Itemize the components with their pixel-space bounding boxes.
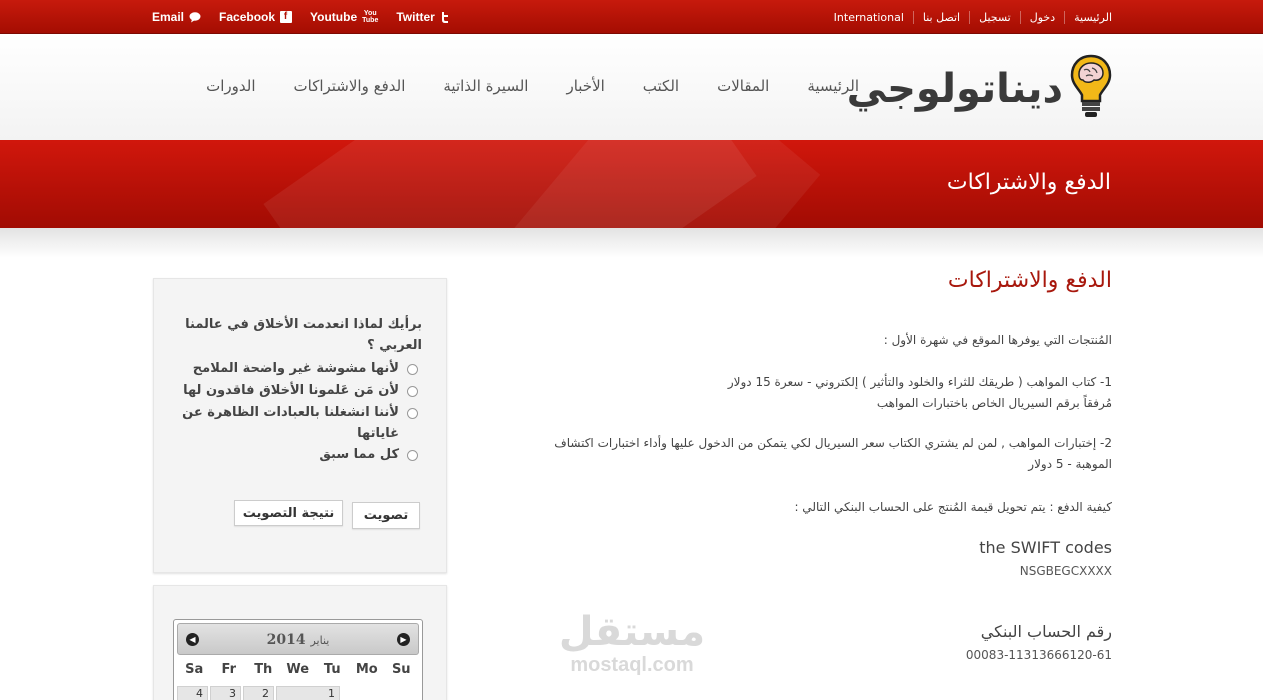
radio-button[interactable] — [407, 386, 418, 397]
calendar-date-cell[interactable]: 4 — [177, 686, 208, 700]
product-1-line-2: مُرفقاً برقم السيريال الخاص باختبارات المواهب — [876, 396, 1112, 410]
email-label: Email — [152, 10, 185, 24]
nav-item-news[interactable]: الأخبار — [566, 77, 605, 95]
next-month-icon[interactable]: ▶ — [397, 633, 410, 646]
nav-item-books[interactable]: الكتب — [642, 77, 680, 95]
top-link-login[interactable]: دخول — [1020, 11, 1064, 24]
calendar-date-cell[interactable]: 1 — [276, 686, 340, 700]
calendar — [173, 619, 423, 700]
calendar-weekdays — [177, 662, 419, 677]
weekday-label: Mo — [355, 662, 378, 677]
poll-options — [178, 358, 418, 466]
logo-text: ديناتولوجي — [846, 66, 1063, 112]
swift-label: the SWIFT codes — [979, 538, 1112, 557]
weekday-label: We — [286, 662, 310, 677]
calendar-year: 2014 — [266, 632, 306, 648]
weekday-label: Sa — [185, 662, 204, 677]
payment-method-text: كيفية الدفع : يتم تحويل قيمة المُنتج على الحساب البنكي التالي : — [794, 500, 1112, 514]
vote-button[interactable]: تصويت — [352, 502, 420, 529]
brain-bulb-icon — [1069, 54, 1113, 124]
site-header — [0, 34, 1263, 140]
youtube-link[interactable] — [310, 10, 378, 24]
watermark — [552, 609, 712, 677]
top-bar — [0, 0, 1263, 34]
poll-option-label: لأننا انشغلنا بالعبادات الظاهرة عن غاياتها — [182, 405, 399, 441]
nav-item-articles[interactable]: المقالات — [717, 77, 770, 95]
youtube-label: Youtube — [310, 10, 358, 24]
poll-option[interactable] — [178, 380, 418, 402]
top-links — [825, 0, 1112, 34]
twitter-label: Twitter — [396, 10, 435, 24]
poll-question: برأيك لماذا انعدمت الأخلاق في عالمنا العربي ؟ — [185, 317, 422, 353]
nav-item-payments[interactable]: الدفع والاشتراكات — [293, 77, 406, 95]
radio-button[interactable] — [407, 408, 418, 419]
radio-button[interactable] — [407, 364, 418, 375]
product-item-1 — [482, 372, 1112, 414]
watermark-arabic: مستقل — [558, 609, 706, 655]
twitter-icon — [440, 12, 449, 23]
poll-widget — [153, 278, 447, 573]
calendar-widget — [153, 585, 447, 700]
site-logo[interactable] — [847, 54, 1113, 124]
account-label: رقم الحساب البنكي — [980, 622, 1112, 641]
product-item-2 — [482, 433, 1112, 475]
banner-shadow — [0, 228, 1263, 258]
poll-option[interactable] — [178, 402, 418, 444]
facebook-icon: f — [280, 11, 292, 23]
calendar-header — [177, 623, 419, 655]
weekday-label: Su — [391, 662, 411, 677]
email-link[interactable] — [152, 10, 201, 24]
page-banner — [0, 140, 1263, 228]
social-links — [152, 0, 467, 34]
product-2-line-1: 2- إختبارات المواهب , لمن لم يشتري الكتاب سعر السيريال لكي يتمكن من الدخول عليها وأداء اختبارات اكتشاف — [554, 436, 1112, 450]
intro-text: المُنتجات التي يوفرها الموقع في شهرة الأول : — [883, 333, 1112, 347]
product-1-line-1: 1- كتاب المواهب ( طريقك للثراء والخلود والتأثير ) إلكتروني - سعرة 15 دولار — [727, 375, 1112, 389]
watermark-english: mostaql.com — [570, 654, 694, 676]
radio-button[interactable] — [407, 450, 418, 461]
facebook-link[interactable] — [219, 10, 292, 24]
swift-value: NSGBEGCXXXX — [1019, 564, 1112, 578]
poll-option-label: كل مما سبق — [319, 447, 399, 462]
poll-option-label: لأنها مشوشة غير واضحة الملامح — [192, 361, 399, 376]
poll-option-label: لأن مَن عَلمونا الأخلاق فاقدون لها — [183, 383, 399, 398]
top-link-register[interactable]: تسجيل — [969, 11, 1020, 24]
poll-results-button[interactable]: نتيجة التصويت — [234, 500, 343, 526]
calendar-first-row — [177, 686, 419, 700]
weekday-label: Fr — [221, 662, 236, 677]
facebook-label: Facebook — [219, 10, 276, 24]
calendar-date-cell[interactable]: 3 — [210, 686, 241, 700]
weekday-label: Tu — [323, 662, 341, 677]
calendar-date-cell[interactable]: 2 — [243, 686, 274, 700]
weekday-label: Th — [254, 662, 273, 677]
prev-month-icon[interactable]: ◀ — [186, 633, 199, 646]
banner-title: الدفع والاشتراكات — [946, 170, 1111, 195]
speech-bubble-icon — [189, 12, 201, 23]
nav-item-home[interactable]: الرئيسية — [807, 77, 859, 95]
nav-item-courses[interactable]: الدورات — [206, 77, 256, 95]
twitter-link[interactable] — [396, 10, 448, 24]
nav-item-cv[interactable]: السيرة الذاتية — [443, 77, 529, 95]
page-title: الدفع والاشتراكات — [947, 268, 1112, 293]
poll-option[interactable] — [178, 358, 418, 380]
top-link-home[interactable]: الرئيسية — [1064, 11, 1112, 24]
top-link-contact[interactable]: اتصل بنا — [913, 11, 969, 24]
top-link-international[interactable]: International — [833, 10, 904, 24]
account-value: 00083-11313666120-61 — [965, 648, 1112, 662]
calendar-title — [178, 632, 418, 648]
product-2-line-2: الموهبة - 5 دولار — [1028, 457, 1112, 471]
calendar-month: يناير — [310, 634, 330, 647]
poll-option[interactable] — [178, 444, 418, 466]
main-nav — [206, 77, 859, 95]
youtube-icon: You Tube — [362, 10, 379, 24]
